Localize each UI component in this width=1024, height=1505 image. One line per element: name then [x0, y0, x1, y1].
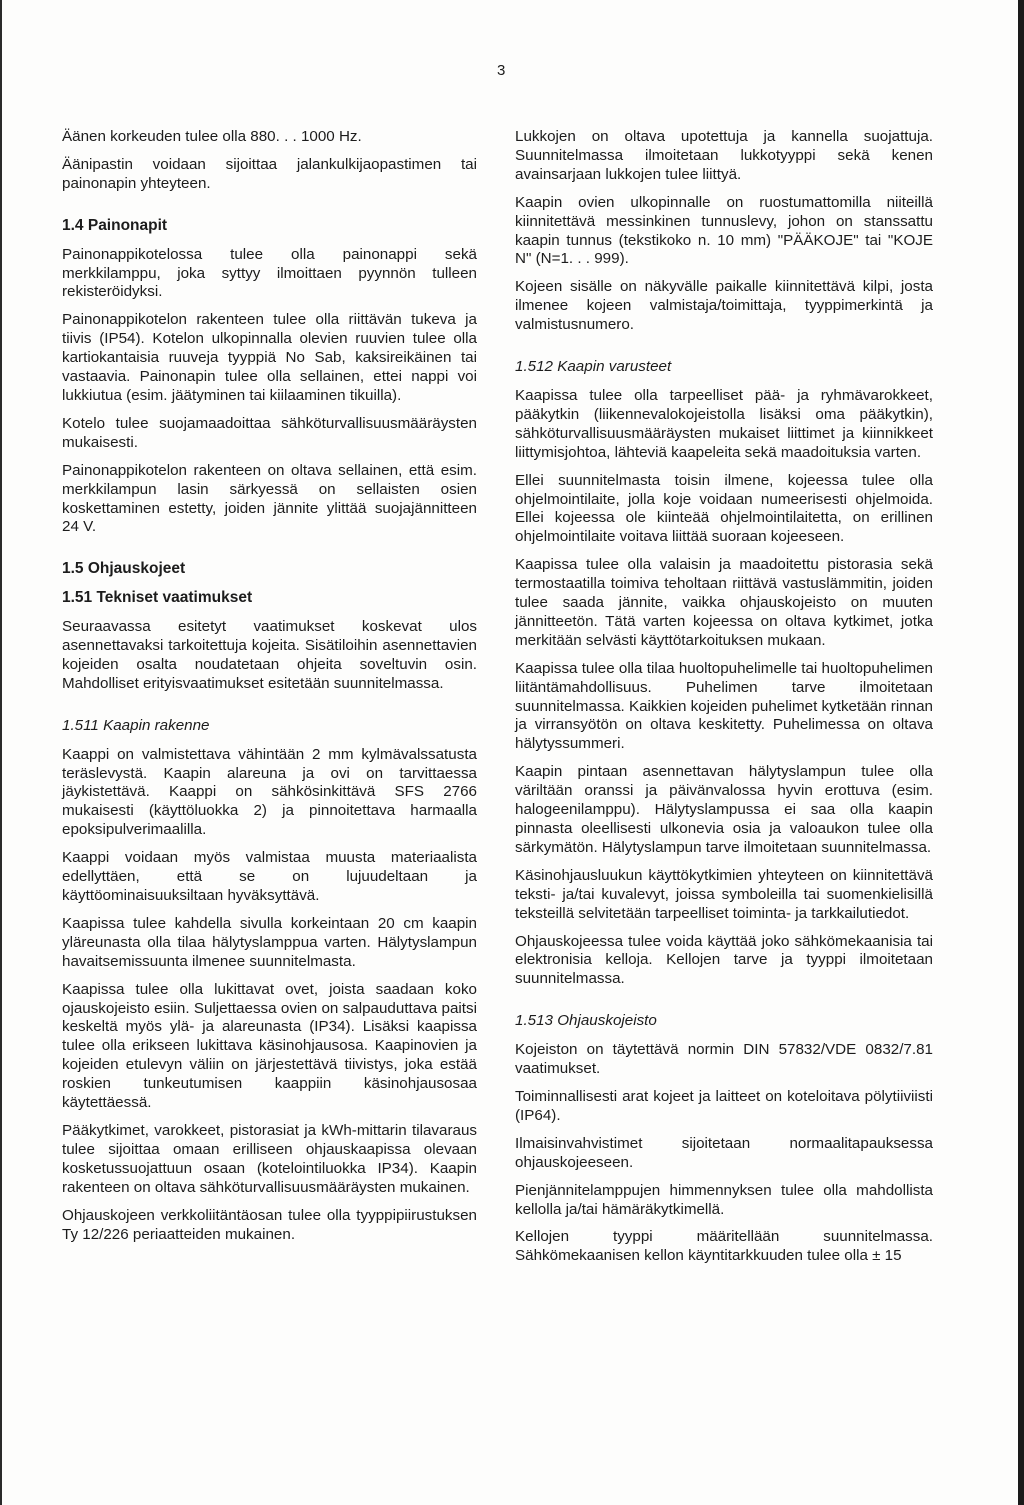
right-column [515, 128, 933, 1275]
subsubsection-heading: 1.512 Kaapin varusteet [515, 358, 672, 376]
paragraph: Kaappi voidaan myös valmistaa muusta materiaalista edellyttäen, että se on lujuudeltaan ja käyttöominaisuuksiltaan hyväksyttävä. [62, 849, 477, 904]
subsection-heading: 1.51 Tekniset vaatimukset [62, 589, 253, 607]
paragraph: Painonappikotelon rakenteen on oltava sellainen, että esim. merkkilampun lasin särkyessä on sellaisten osien koskettaminen estetty, joiden jännite ylittää suojajännitteen 24 V. [62, 461, 477, 536]
paragraph: Pienjännitelamppujen himmennyksen tulee olla mahdollista kellolla ja/tai hämäräkytkimellä. [515, 1181, 933, 1218]
paragraph: Käsinohjausluukun käyttökytkimien yhteyteen on kiinnitettävä teksti- ja/tai kuvalevyt, joissa symboleilla tai suomenkielisillä teksteillä selvitetään tarpeelliset toiminta- ja tarkkailutiedot. [515, 866, 933, 922]
paragraph: Kaapissa tulee kahdella sivulla korkeintaan 20 cm kaapin yläreunasta olla tilaa hälytyslamppua varten. Hälytyslampun havaitsemissuunta ilmenee suunnitelmasta. [62, 914, 477, 970]
paragraph: Äänipastin voidaan sijoittaa jalankulkijaopastimen tai painonapin yhteyteen. [62, 155, 477, 192]
paragraph: Äänen korkeuden tulee olla 880. . . 1000 Hz. [62, 128, 362, 145]
subsubsection-heading: 1.511 Kaapin rakenne [62, 716, 210, 734]
paragraph: Ilmaisinvahvistimet sijoitetaan normaalitapauksessa ohjauskojeeseen. [515, 1134, 933, 1171]
paragraph: Kaapissa tulee olla valaisin ja maadoitettu pistorasia sekä termostaatilla toimiva teholtaan riittävä vastuslämmitin, joiden tulee saada jännite, vaikka ohjauskojeisto on muuten jännitteetön. Tätä varten kojeessa on oltava kytkimet, jotka merkitään selvästi käyttötarkoituksen mukaan. [515, 556, 933, 649]
paragraph: Seuraavassa esitetyt vaatimukset koskevat ulos asennettavaksi tarkoitettuja kojeita. Sisätiloihin asennettavien kojeiden osalta noudatetaan ohjeita soveltuvin osin. Mahdolliset erityisvaatimukset esitetään suunnitelmassa. [62, 618, 477, 692]
paragraph: Kaapin ovien ulkopinnalle on ruostumattomilla niiteillä kiinnitettävä messinkinen tunnuslevy, johon on stanssattu kaapin tunnus (tekstikoko n. 10 mm) "PÄÄKOJE" tai "KOJE N" (N=1. . . 999). [515, 193, 933, 268]
scan-edge-right [1018, 0, 1024, 1505]
paragraph: Pääkytkimet, varokkeet, pistorasiat ja kWh-mittarin tilavaraus tulee sijoittaa omaan erilliseen ohjauskaapissa olevaan kosketussuojattuun osaan (kotelointiluokka IP34). Kaapin rakenteen on oltava sähköturvallisuusmääräysten mukainen. [62, 1121, 477, 1196]
paragraph: Kaapin pintaan asennettavan hälytyslampun tulee olla väriltään oranssi ja päivänvalossa hyvin erottuva (esim. halogeenilamppu). Hälytyslampussa ei saa olla kaapin pinnasta oleellisesti ulkonevia osia ja valoaukon tulee olla särkymätön. Hälytyslampun tarve ilmoitetaan suunnitelmassa. [515, 763, 933, 856]
paragraph: Kaappi on valmistettava vähintään 2 mm kylmävalssatusta teräslevystä. Kaapin alareuna ja ovi on tarvittaessa jäykistettävä. Kaappi on sähkösinkittävä SFS 2766 mukaisesti (käyttöluokka 2) ja pinnoitettava harmaalla epoksipulverimaalilla. [62, 745, 477, 839]
subsubsection-heading: 1.513 Ohjauskojeisto [515, 1012, 657, 1030]
paragraph: Kojeen sisälle on näkyvälle paikalle kiinnitettävä kilpi, josta ilmenee kojeen valmistaja/toimittaja, tyyppimerkintä ja valmistusnumero. [515, 278, 933, 334]
section-heading: 1.4 Painonapit [62, 216, 168, 234]
paragraph: Ohjauskojeessa tulee voida käyttää joko sähkömekaanisia tai elektronisia kelloja. Kellojen tarve ja tyyppi ilmoitetaan suunnitelmassa. [515, 932, 933, 988]
paragraph: Kotelo tulee suojamaadoittaa sähköturvallisuusmääräysten mukaisesti. [62, 414, 477, 451]
left-column [62, 128, 477, 1253]
paragraph: Kaapissa tulee olla lukittavat ovet, joista saadaan koko ojauskojeisto esiin. Suljettaessa ovien on salpauduttava paitsi keskeltä myös ylä- ja alareunasta (IP34). Lisäksi kaapissa tulee olla erikseen lukittava käsinohjausosa. Kaapinovien ja kojeiden etulevyn väliin on järjestettävä tiivistys, joka estää roskien tunkeutumisen kaappiin käsinohjausosaa käytettäessä. [62, 980, 477, 1112]
paragraph: Kaapissa tulee olla tilaa huoltopuhelimelle tai huoltopuhelimen liitäntämahdollisuus. Puhelimen tarve ilmoitetaan suunnitelmassa. Kaikkien kojeiden puhelimet kytketään rinnan ja virransyötön on oltava keskitetty. Puhelimessa on oltava hälytyssummeri. [515, 659, 933, 753]
paragraph: Kaapissa tulee olla tarpeelliset pää- ja ryhmävarokkeet, pääkytkin (liikennevalokojeistolla lisäksi oma pääkytkin), sähköturvallisuusmääräysten mukaiset liittimet ja kiinnikkeet liittymisjohtoa, lähteviä kaapeleita sekä maadoituksia varten. [515, 386, 933, 461]
section-heading: 1.5 Ohjauskojeet [62, 560, 186, 578]
paragraph: Ellei suunnitelmasta toisin ilmene, kojeessa tulee olla ohjelmointilaite, jolla koje voidaan numeerisesti ohjelmoida. Ellei kojeessa ole kiinteää ohjelmointilaitetta, on erillinen ohjelmointilaite voitava liittää suoraan kojeeseen. [515, 471, 933, 546]
page-number: 3 [497, 62, 506, 79]
scan-edge-left [0, 0, 2, 1505]
paragraph: Kojeiston on täytettävä normin DIN 57832/VDE 0832/7.81 vaatimukset. [515, 1041, 933, 1078]
paragraph: Painonappikotelon rakenteen tulee olla riittävän tukeva ja tiivis (IP54). Kotelon ulkopinnalla olevien ruuvien tulee olla kartiokantaisia ruuveja tyyppiä No Sab, kaksireikäinen tai vastaavia. Painonapin tulee olla sellainen, ettei nappi voi lukkiutua (esim. jäätyminen tai kiilaaminen tikuilla). [62, 311, 477, 404]
paragraph: Ohjauskojeen verkkoliitäntäosan tulee olla tyyppipiirustuksen Ty 12/226 periaatteiden mukainen. [62, 1206, 477, 1243]
paragraph: Kellojen tyyppi määritellään suunnitelmassa. Sähkömekaanisen kellon käyntitarkkuuden tulee olla ± 15 [515, 1228, 933, 1265]
paragraph: Toiminnallisesti arat kojeet ja laitteet on koteloitava pölytiiviisti (IP64). [515, 1087, 933, 1124]
paragraph: Lukkojen on oltava upotettuja ja kannella suojattuja. Suunnitelmassa ilmoitetaan lukkotyyppi sekä kenen avainsarjaan lukkojen tulee liittyä. [515, 128, 933, 183]
paragraph: Painonappikotelossa tulee olla painonappi sekä merkkilamppu, joka syttyy ilmoittaen pyynnön tulleen rekisteröidyksi. [62, 245, 477, 301]
